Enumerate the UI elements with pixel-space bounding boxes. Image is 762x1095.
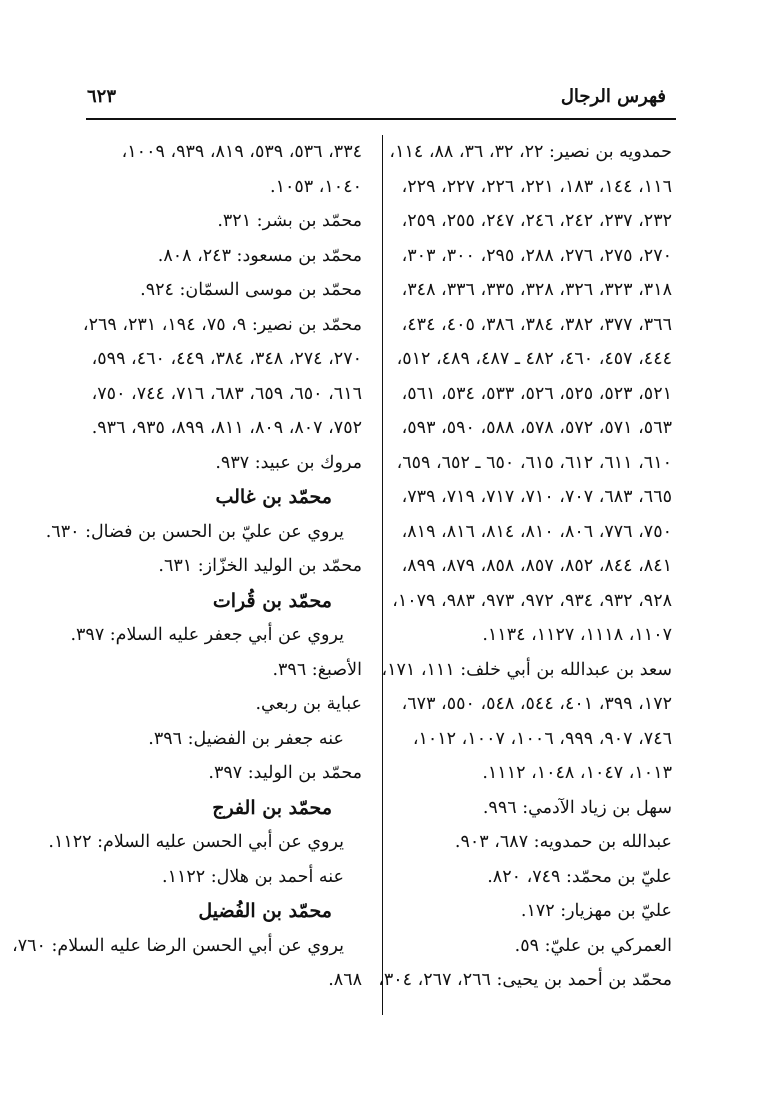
index-entry: محمّد بن مسعود: ٢٤٣، ٨٠٨.	[157, 245, 362, 266]
index-entry: سهل بن زياد الآدمي: ٩٩٦.	[482, 797, 672, 818]
index-continuation: ٥٦٣، ٥٧١، ٥٧٢، ٥٧٨، ٥٨٨، ٥٩٠، ٥٩٣،	[401, 418, 672, 438]
index-continuation: ٢٧٠، ٢٧٤، ٣٤٨، ٣٨٤، ٤٤٩، ٤٦٠، ٥٩٩،	[91, 349, 362, 369]
index-continuation: ١٠١٣، ١٠٤٧، ١٠٤٨، ١١١٢.	[482, 763, 672, 783]
index-entry: سعد بن عبدالله بن أبي خلف: ١١١، ١٧١،	[381, 659, 672, 680]
index-entry: محمّد بن موسى السمّان: ٩٢٤.	[140, 280, 362, 300]
index-subentry: عنه جعفر بن الفضيل: ٣٩٦.	[148, 728, 344, 749]
index-continuation: ٦٦٥، ٦٨٣، ٧٠٧، ٧١٠، ٧١٧، ٧١٩، ٧٣٩،	[401, 487, 672, 507]
index-entry: محمّد بن أحمد بن يحيى: ٢٦٦، ٢٦٧، ٣٠٤،	[378, 970, 672, 990]
index-continuation: ٩٢٨، ٩٣٢، ٩٣٤، ٩٧٢، ٩٧٣، ٩٨٣، ١٠٧٩،	[392, 590, 672, 611]
page-title: فهرس الرجال	[560, 86, 666, 107]
index-continuation: ٨٤١، ٨٤٤، ٨٥٢، ٨٥٧، ٨٥٨، ٨٧٩، ٨٩٩،	[401, 556, 672, 576]
index-continuation: ٣٣٤، ٥٣٦، ٥٣٩، ٨١٩، ٩٣٩، ١٠٠٩،	[121, 142, 362, 162]
index-continuation: ٣١٨، ٣٢٣، ٣٢٦، ٣٢٨، ٣٣٥، ٣٣٦، ٣٤٨،	[401, 280, 672, 300]
index-entry: مروك بن عبيد: ٩٣٧.	[215, 452, 362, 473]
index-continuation: ٦١٦، ٦٥٠، ٦٥٩، ٦٨٣، ٧١٦، ٧٤٤، ٧٥٠،	[91, 383, 362, 404]
index-entry: العمركي بن عليّ: ٥٩.	[514, 935, 672, 956]
index-continuation: ١١٠٧، ١١١٨، ١١٢٧، ١١٣٤.	[482, 625, 672, 645]
index-column-right	[378, 135, 672, 998]
index-continuation: ٣٦٦، ٣٧٧، ٣٨٢، ٣٨٤، ٣٨٦، ٤٠٥، ٤٣٤،	[401, 314, 672, 335]
narrator-heading: محمّد بن غالب	[215, 486, 332, 508]
index-continuation: ٧٥٢، ٨٠٧، ٨٠٩، ٨١١، ٨٩٩، ٩٣٥، ٩٣٦.	[91, 418, 362, 438]
index-entry: محمّد بن نصير: ٩، ٧٥، ١٩٤، ٢٣١، ٢٦٩،	[82, 314, 362, 335]
index-continuation: ٤٤٤، ٤٥٧، ٤٦٠، ٤٨٢ ـ ٤٨٧، ٤٨٩، ٥١٢،	[396, 349, 672, 369]
index-entry: محمّد بن الوليد الخزّاز: ٦٣١.	[158, 556, 362, 576]
index-continuation: ٨٦٨.	[328, 970, 362, 990]
index-column-left	[12, 135, 362, 998]
index-continuation: ١٠٤٠، ١٠٥٣.	[269, 176, 362, 197]
page-number: ٦٢٣	[87, 86, 117, 107]
index-entry: عليّ بن محمّد: ٧٤٩، ٨٢٠.	[487, 866, 672, 887]
index-entry: عليّ بن مهزيار: ١٧٢.	[520, 901, 672, 921]
index-continuation: ٧٤٦، ٩٠٧، ٩٩٩، ١٠٠٦، ١٠٠٧، ١٠١٢،	[412, 728, 672, 749]
index-continuation: ٥٢١، ٥٢٣، ٥٢٥، ٥٢٦، ٥٣٣، ٥٣٤، ٥٦١،	[401, 383, 672, 404]
index-entry: عباية بن ربعي.	[255, 694, 362, 714]
index-subentry: يروي عن عليّ بن الحسن بن فضال: ٦٣٠.	[45, 521, 344, 542]
index-subentry: يروي عن أبي الحسن الرضا عليه السلام: ٧٦٠،	[12, 935, 344, 956]
index-continuation: ٧٥٠، ٧٧٦، ٨٠٦، ٨١٠، ٨١٤، ٨١٦، ٨١٩،	[401, 521, 672, 542]
index-entry: الأصبغ: ٣٩٦.	[272, 659, 362, 680]
index-entry: محمّد بن بشر: ٣٢١.	[217, 211, 362, 231]
index-entry: محمّد بن الوليد: ٣٩٧.	[208, 763, 362, 783]
header-rule	[86, 118, 676, 120]
index-subentry: عنه أحمد بن هلال: ١١٢٢.	[162, 866, 344, 887]
index-continuation: ٦١٠، ٦١١، ٦١٢، ٦١٥، ٦٥٠ ـ ٦٥٢، ٦٥٩،	[396, 452, 672, 473]
index-entry: عبدالله بن حمدويه: ٦٨٧، ٩٠٣.	[454, 832, 672, 852]
index-subentry: يروي عن أبي جعفر عليه السلام: ٣٩٧.	[70, 625, 344, 645]
narrator-heading: محمّد بن الفرج	[212, 796, 332, 819]
narrator-heading: محمّد بن قُرات	[212, 589, 332, 612]
index-continuation: ١٧٢، ٣٩٩، ٤٠١، ٥٤٤، ٥٤٨، ٥٥٠، ٦٧٣،	[401, 694, 672, 714]
index-continuation: ١١٦، ١٤٤، ١٨٣، ٢٢١، ٢٢٦، ٢٢٧، ٢٢٩،	[401, 176, 672, 197]
index-subentry: يروي عن أبي الحسن عليه السلام: ١١٢٢.	[48, 832, 344, 852]
narrator-heading: محمّد بن الفُضيل	[198, 900, 332, 922]
index-continuation: ٢٧٠، ٢٧٥، ٢٧٦، ٢٨٨، ٢٩٥، ٣٠٠، ٣٠٣،	[401, 245, 672, 266]
index-continuation: ٢٣٢، ٢٣٧، ٢٤٢، ٢٤٦، ٢٤٧، ٢٥٥، ٢٥٩،	[401, 211, 672, 231]
column-divider	[382, 135, 383, 1015]
index-entry: حمدويه بن نصير: ٢٢، ٣٢، ٣٦، ٨٨، ١١٤،	[389, 142, 672, 162]
